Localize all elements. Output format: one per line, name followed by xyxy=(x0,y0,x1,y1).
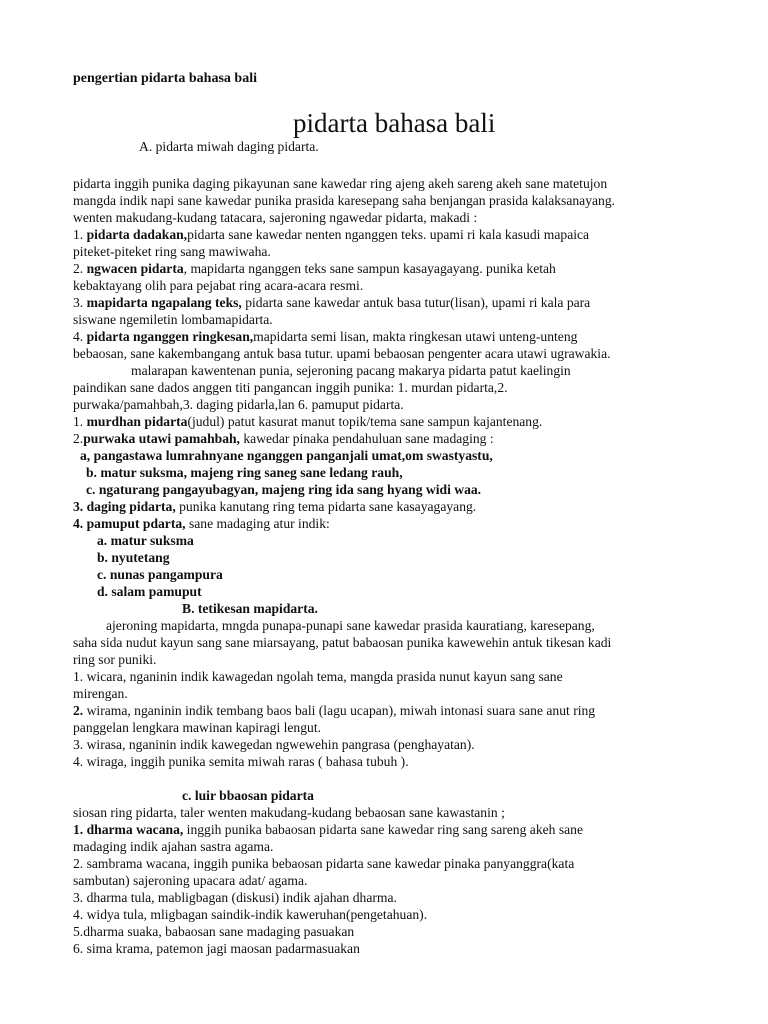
pidarta-type-2 xyxy=(73,261,556,278)
item-text: wirasa, nganinin indik kawegedan ngwewehin pangrasa (penghayatan). xyxy=(86,737,475,752)
structure-4-item-c: c. nunas pangampura xyxy=(97,567,223,582)
intro-line: mangda indik napi sane kawedar punika prasida karesepang saha benjangan prasida kalaksanayang. xyxy=(73,193,616,208)
item-term: 4. pamuput pdarta, xyxy=(73,516,186,531)
pidarta-type-1 xyxy=(73,227,589,244)
pidarta-type-1-cont: piteket-piteket ring sang mawiwaha. xyxy=(73,244,271,259)
item-text: kawedar pinaka pendahuluan sane madaging : xyxy=(239,431,494,446)
section-c-heading: c. luir bbaosan pidarta xyxy=(182,788,314,803)
item-text: sane madaging atur indik: xyxy=(185,516,330,531)
item-term: dharma wacana, xyxy=(86,822,184,837)
intro-line: pidarta inggih punika daging pikayunan sane kawedar ring ajeng akeh sareng akeh sane matetujon xyxy=(73,176,608,191)
item-number: 5. xyxy=(73,924,84,939)
item-number: 1. xyxy=(73,822,87,837)
item-text: wicara, nganinin indik kawagedan ngolah tema, mangda prasida nunut kayun sang sane xyxy=(86,669,563,684)
structure-2 xyxy=(73,431,494,448)
structure-intro-line: paindikan sane dados anggen titi pangancan inggih punika: 1. murdan pidarta,2. xyxy=(73,380,508,395)
item-number: 3. xyxy=(73,890,87,905)
structure-2-item-b: b. matur suksma, majeng ring saneg sane ledang rauh, xyxy=(86,465,403,480)
item-term: ngwacen pidarta xyxy=(86,261,184,276)
item-text: punika kanutang ring tema pidarta sane kasayagayang. xyxy=(175,499,477,514)
item-number: 3. xyxy=(73,295,87,310)
bebaosan-2 xyxy=(73,856,574,873)
structure-intro-line: malarapan kawentenan punia, sejeroning pacang makarya pidarta patut kaelingin xyxy=(131,363,571,378)
intro-line: wenten makudang-kudang tatacara, sajeroning ngawedar pidarta, makadi : xyxy=(73,210,478,225)
item-text: inggih punika babaosan pidarta sane kawedar ring sang sareng akeh sane xyxy=(183,822,584,837)
bebaosan-1 xyxy=(73,822,583,839)
pidarta-type-3 xyxy=(73,295,590,312)
structure-4-item-b: b. nyutetang xyxy=(97,550,170,565)
structure-4 xyxy=(73,516,330,533)
structure-2-item-c: c. ngaturang pangayubagyan, majeng ring ida sang hyang widi waa. xyxy=(86,482,482,497)
structure-intro-line: purwaka/pamahbah,3. daging pidarla,lan 6. pamuput pidarta. xyxy=(73,397,404,412)
section-b-intro-line: saha sida nudut kayun sang sane miarsayang, patut babaosan punika kawewehin antuk tikesan kadi xyxy=(73,635,612,650)
tetikesan-3 xyxy=(73,737,475,754)
item-text: wiraga, inggih punika semita miwah raras ( bahasa tubuh ). xyxy=(86,754,409,769)
structure-4-item-d: d. salam pamuput xyxy=(97,584,202,599)
item-text: widya tula, mligbagan saindik-indik kaweruhan(pengetahuan). xyxy=(86,907,428,922)
main-title: pidarta bahasa bali xyxy=(293,108,496,138)
bebaosan-3 xyxy=(73,890,397,907)
item-number: 4. xyxy=(73,329,87,344)
item-text: wirama, nganinin indik tembang baos bali (lagu ucapan), miwah intonasi suara sane anut ring xyxy=(86,703,596,718)
bebaosan-1-cont: madaging indik ajahan sastra agama. xyxy=(73,839,274,854)
item-text: sambrama wacana, inggih punika bebaosan pidarta sane kawedar pinaka panyanggra(kata xyxy=(86,856,575,871)
pidarta-type-4 xyxy=(73,329,577,346)
structure-2-item-a: a, pangastawa lumrahnyane nganggen panganjali umat,om swastyastu, xyxy=(80,448,493,463)
tetikesan-2-cont: panggelan lengkara mawinan kapiragi lengut. xyxy=(73,720,321,735)
item-number: 1. xyxy=(73,227,87,242)
tetikesan-1 xyxy=(73,669,563,686)
tetikesan-4 xyxy=(73,754,409,771)
bebaosan-6 xyxy=(73,941,360,958)
item-text: dharma tula, mabligbagan (diskusi) indik ajahan dharma. xyxy=(86,890,397,905)
tetikesan-1-cont: mirengan. xyxy=(73,686,128,701)
item-term: mapidarta ngapalang teks, xyxy=(86,295,242,310)
section-b-intro-line: ajeroning mapidarta, mngda punapa-punapi sane kawedar prasida kauratiang, karesepang, xyxy=(106,618,595,633)
item-text: mapidarta semi lisan, makta ringkesan utawi unteng-unteng xyxy=(253,329,578,344)
item-number: 1. xyxy=(73,414,87,429)
bebaosan-4 xyxy=(73,907,427,924)
item-number: 2. xyxy=(73,431,84,446)
structure-4-item-a: a. matur suksma xyxy=(97,533,194,548)
item-number: 2. xyxy=(73,261,87,276)
section-b-heading: B. tetikesan mapidarta. xyxy=(182,601,318,616)
item-text: dharma suaka, babaosan sane madaging pasuakan xyxy=(83,924,355,939)
structure-3 xyxy=(73,499,476,516)
tetikesan-2 xyxy=(73,703,595,720)
item-number: 4. xyxy=(73,907,87,922)
item-term: purwaka utawi pamahbah, xyxy=(83,431,240,446)
section-c-intro: siosan ring pidarta, taler wenten makudang-kudang bebaosan sane kawastanin ; xyxy=(73,805,505,820)
section-b-intro-line: ring sor puniki. xyxy=(73,652,157,667)
pidarta-type-2-cont: kebaktayang olih para pejabat ring acara-acara resmi. xyxy=(73,278,364,293)
bebaosan-2-cont: sambutan) sajeroning upacara adat/ agama. xyxy=(73,873,308,888)
section-a-heading: A. pidarta miwah daging pidarta. xyxy=(139,139,319,154)
item-term: pidarta dadakan, xyxy=(86,227,188,242)
pidarta-type-4-cont: bebaosan, sane kakembangang antuk basa tutur. upami bebaosan pengenter acara utawi ugrawakia. xyxy=(73,346,611,361)
item-number: 6. xyxy=(73,941,87,956)
item-term: pidarta nganggen ringkesan, xyxy=(86,329,254,344)
item-number: 4. xyxy=(73,754,87,769)
item-number: 1. xyxy=(73,669,87,684)
item-term: murdhan pidarta xyxy=(86,414,188,429)
item-number: 2. xyxy=(73,856,87,871)
item-text: (judul) patut kasurat manut topik/tema sane sampun kajantenang. xyxy=(187,414,543,429)
item-text: sima krama, patemon jagi maosan padarmasuakan xyxy=(86,941,360,956)
item-number: 2. xyxy=(73,703,87,718)
item-text: pidarta sane kawedar nenten nganggen teks. upami ri kala kasudi mapaica xyxy=(187,227,590,242)
item-number: 3. xyxy=(73,737,87,752)
document-top-title: pengertian pidarta bahasa bali xyxy=(73,71,257,86)
pidarta-type-3-cont: siswane ngemiletin lombamapidarta. xyxy=(73,312,273,327)
item-term: 3. daging pidarta, xyxy=(73,499,176,514)
item-text: pidarta sane kawedar antuk basa tutur(lisan), upami ri kala para xyxy=(241,295,591,310)
bebaosan-5 xyxy=(73,924,354,941)
item-text: , mapidarta nganggen teks sane sampun kasayagayang. punika ketah xyxy=(183,261,556,276)
structure-1 xyxy=(73,414,542,431)
